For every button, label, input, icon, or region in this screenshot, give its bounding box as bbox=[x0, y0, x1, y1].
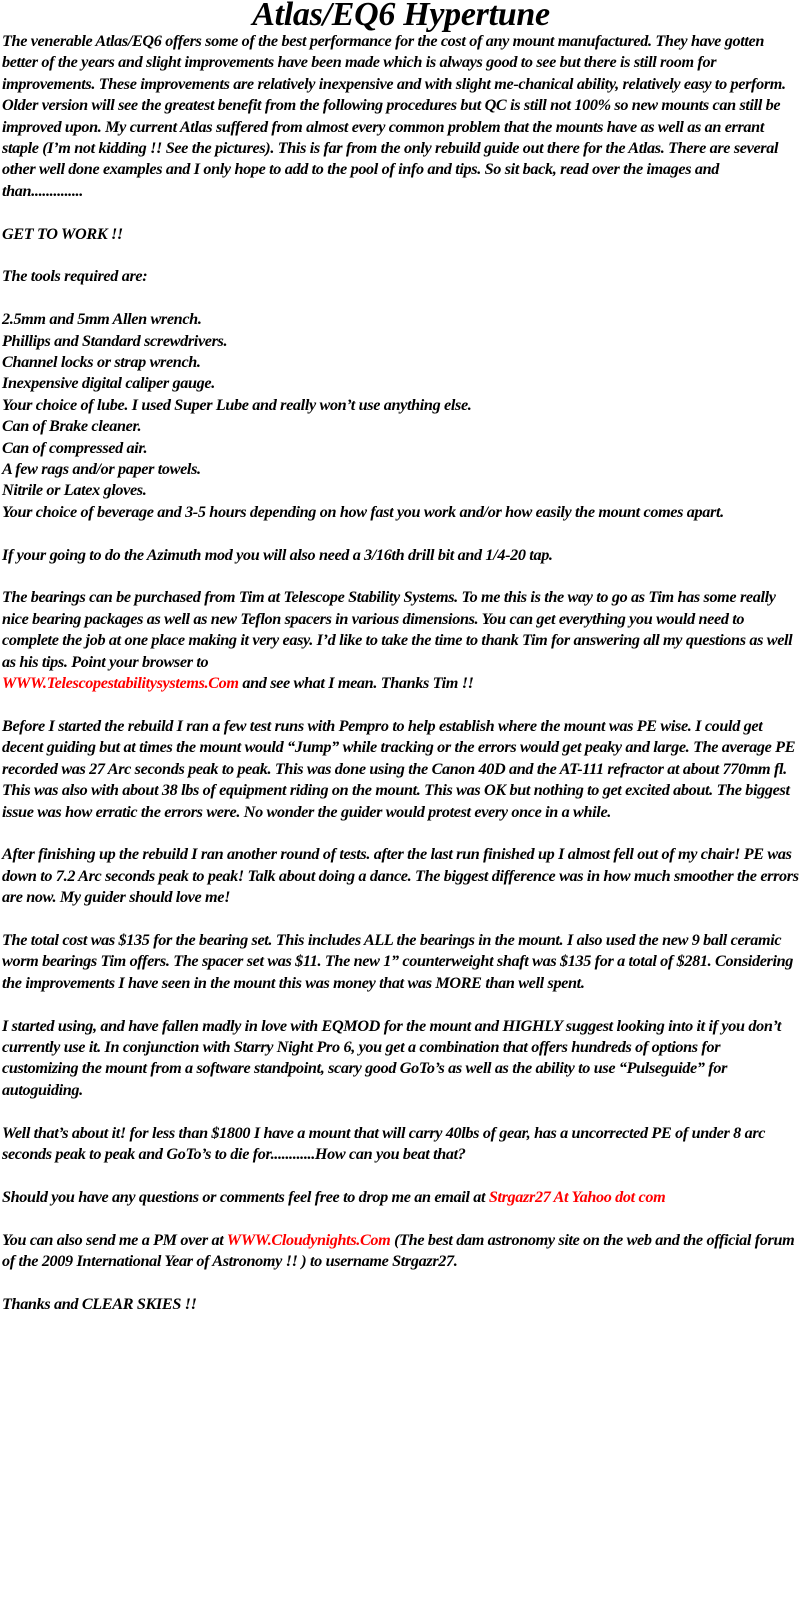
cloudynights-link[interactable]: WWW.Cloudynights.Com bbox=[226, 1230, 391, 1249]
before-rebuild-paragraph: Before I started the rebuild I ran a few test runs with Pempro to help establish where the mount was PE wise. I could get decent guiding but at times the mount would “Jump” while tracking or the errors would get peaky and large. The average PE recorded was 27 Arc seconds peak to peak. This was done using the Canon 40D and the AT-111 refractor at about 770mm fl. This was also with about 38 lbs of equipment riding on the mount. This was OK but nothing to get excited about. The biggest issue was how erratic the errors were. No wonder the guider would protest every once in a while. bbox=[2, 716, 796, 821]
list-item: Can of compressed air. bbox=[2, 438, 148, 457]
page-title: Atlas/EQ6 Hypertune bbox=[252, 0, 550, 33]
email-link[interactable]: Strgazr27 At Yahoo dot com bbox=[488, 1187, 666, 1206]
bearings-text: The bearings can be purchased from Tim at Telescope Stability Systems. To me this is the way to go as Tim has some really nice bearing packages as well as new Teflon spacers in various dimensions. You can get everything you would need to complete the job at one place making it very easy. I’d like to take the time to thank Tim for answering all my questions as well as his tips. Point your browser to bbox=[2, 588, 793, 671]
telescope-stability-link[interactable]: WWW.Telescopestabilitysystems.Com bbox=[2, 674, 239, 693]
pm-text: You can also send me a PM over at bbox=[2, 1230, 227, 1249]
list-item: Inexpensive digital caliper gauge. bbox=[2, 374, 215, 393]
cost-paragraph: The total cost was $135 for the bearing set. This includes ALL the bearings in the mount. I also used the new 9 ball ceramic worm bearings Tim offers. The spacer set was $11. The new 1” counterweight shaft was $135 for a total of $281. Considering the improvements I have seen in the mount this was money that was MORE than well spent. bbox=[2, 930, 794, 992]
list-item: Nitrile or Latex gloves. bbox=[2, 481, 147, 500]
bearings-paragraph bbox=[2, 587, 800, 694]
get-to-work-heading: GET TO WORK !! bbox=[2, 224, 123, 243]
list-item: Channel locks or strap wrench. bbox=[2, 353, 201, 372]
list-item: Your choice of lube. I used Super Lube and really won’t use anything else. bbox=[2, 395, 472, 414]
email-text: Should you have any questions or comments feel free to drop me an email at bbox=[2, 1187, 489, 1206]
tools-list bbox=[2, 309, 800, 523]
eqmod-paragraph: I started using, and have fallen madly in love with EQMOD for the mount and HIGHLY suggest looking into it if you don’t currently use it. In conjunction with Starry Night Pro 6, you get a combination that offers hundreds of options for customizing the mount from a software standpoint, scary good GoTo’s as well as the ability to use “Pulseguide” for autoguiding. bbox=[2, 1016, 782, 1099]
tools-heading: The tools required are: bbox=[2, 267, 148, 286]
pm-paragraph bbox=[2, 1230, 800, 1273]
article-body bbox=[2, 31, 800, 1315]
list-item: Can of Brake cleaner. bbox=[2, 417, 142, 436]
email-paragraph bbox=[2, 1187, 800, 1208]
after-rebuild-paragraph: After finishing up the rebuild I ran another round of tests. after the last run finished up I almost fell out of my chair! PE was down to 7.2 Arc seconds peak to peak! Talk about doing a dance. The biggest difference was in how much smoother the errors are now. My guider should love me! bbox=[2, 845, 799, 907]
pm-text-after: (The best dam astronomy site on the web and the official forum of the 2009 International Year of Astronomy !! ) to username Strgazr27. bbox=[2, 1230, 795, 1270]
list-item: Your choice of beverage and 3-5 hours depending on how fast you work and/or how easily the mount comes apart. bbox=[2, 502, 724, 521]
closing-paragraph: Thanks and CLEAR SKIES !! bbox=[2, 1294, 197, 1313]
list-item: Phillips and Standard screwdrivers. bbox=[2, 331, 228, 350]
azimuth-note-paragraph: If your going to do the Azimuth mod you will also need a 3/16th drill bit and 1/4-20 tap. bbox=[2, 545, 553, 564]
intro-paragraph: The venerable Atlas/EQ6 offers some of the best performance for the cost of any mount manufactured. They have gotten better of the years and slight improvements have been made which is always good to see but there is still room for improvements. These improvements are relatively inexpensive and with slight me-chanical ability, relatively easy to perform. Older version will see the greatest benefit from the following procedures but QC is still not 100% so new mounts can still be improved upon. My current Atlas suffered from almost every common problem that the mounts have as well as an errant staple (I’m not kidding !! See the pictures). This is far from the only rebuild guide out there for the Atlas. There are several other well done examples and I only hope to add to the pool of info and tips. So sit back, read over the images and than.............. bbox=[2, 32, 786, 200]
list-item: 2.5mm and 5mm Allen wrench. bbox=[2, 310, 202, 329]
list-item: A few rags and/or paper towels. bbox=[2, 460, 201, 479]
summary-paragraph: Well that’s about it! for less than $1800 I have a mount that will carry 40lbs of gear, has a uncorrected PE of under 8 arc seconds peak to peak and GoTo’s to die for............How can you beat that? bbox=[2, 1123, 766, 1163]
bearings-text-after: and see what I mean. Thanks Tim !! bbox=[238, 674, 474, 693]
